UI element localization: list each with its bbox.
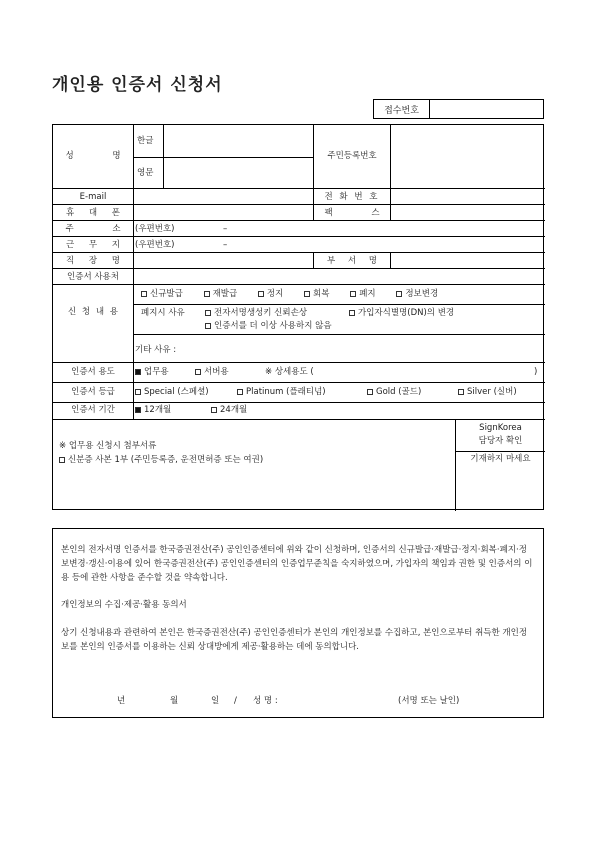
- divider: [53, 402, 545, 403]
- divider: [53, 188, 545, 189]
- workplace-postal-dash: –: [223, 240, 228, 250]
- revoke-reason-key-compromise[interactable]: 전자서명생성키 신뢰손상: [205, 308, 307, 319]
- mobile-label: 휴 대 폰: [65, 208, 121, 218]
- grade-platinum[interactable]: Platinum (플래티넘): [237, 387, 326, 398]
- checkbox[interactable]: [205, 323, 211, 329]
- option-info-change[interactable]: 정보변경: [396, 289, 438, 299]
- divider: [455, 451, 545, 452]
- name-label: 성 명: [65, 151, 121, 161]
- divider: [53, 204, 545, 205]
- signature-label: 성 명 :: [253, 696, 278, 706]
- attachment-note-item: 신분증 사본 1부 (주민등록증, 운전면허증 또는 여권): [59, 455, 263, 466]
- divider: [53, 236, 545, 237]
- address-label: 주 소: [65, 224, 121, 234]
- certificate-usage-label: 인증서 용도: [71, 367, 115, 377]
- email-label: E-mail: [79, 192, 107, 202]
- signkorea-label: SignKorea: [479, 423, 522, 433]
- checkbox[interactable]: [258, 291, 264, 297]
- divider: [390, 252, 391, 268]
- date-day-label: 일: [211, 696, 220, 706]
- grade-special[interactable]: Special (스페셜): [135, 387, 209, 398]
- agreement-paragraph: 본인의 전자서명 인증서를 한국증권전산(주) 공인인증센터에 위와 같이 신청하며, 인증서의 신규발급·재발급·정지·회복·폐지·정보변경·갱신·이용에 있어 한국증권전산(주) 공인인증센터의 인증업무준칙을 숙지하였으며, 가입자의 책임과 권한 및 인증서의 이용 등에 관한 사항을 준수할 것을 약속합니다.: [61, 545, 533, 583]
- page-title: 개인용 인증서 신청서: [52, 75, 223, 95]
- checkbox[interactable]: [349, 310, 355, 316]
- grade-gold[interactable]: Gold (골드): [367, 387, 421, 398]
- telephone-label: 전 화 번 호: [324, 192, 380, 202]
- option-new-issue[interactable]: 신규발급: [141, 289, 183, 299]
- divider: [133, 157, 313, 158]
- checkbox[interactable]: [211, 407, 217, 413]
- option-restore[interactable]: 회복: [304, 289, 329, 299]
- receipt-number-field[interactable]: [430, 100, 543, 118]
- application-form: [52, 124, 544, 510]
- application-content-label: 신 청 내 용: [68, 307, 118, 317]
- period-24-months[interactable]: 24개월: [211, 405, 247, 416]
- divider: [53, 284, 545, 285]
- privacy-consent-heading: 개인정보의 수집·제공·활용 동의서: [61, 600, 187, 610]
- department-label: 부 서 명: [326, 256, 378, 266]
- checkbox[interactable]: [350, 291, 356, 297]
- usage-detail-close: ): [534, 367, 538, 377]
- name-english-label: 영문: [137, 168, 154, 178]
- staff-only-note: 기재하지 마세요: [470, 454, 531, 464]
- divider: [313, 125, 314, 220]
- checkbox[interactable]: [458, 389, 464, 395]
- revoke-reason-no-longer-used[interactable]: 인증서를 더 이상 사용하지 않음: [205, 321, 332, 332]
- divider: [390, 125, 391, 220]
- date-month-label: 월: [170, 696, 179, 706]
- checkbox[interactable]: [141, 291, 147, 297]
- checkbox[interactable]: [237, 389, 243, 395]
- checkbox[interactable]: [205, 310, 211, 316]
- address-postal-hint: (우편번호): [135, 224, 175, 234]
- checkbox[interactable]: [135, 389, 141, 395]
- checkbox[interactable]: [304, 291, 310, 297]
- divider: [133, 125, 134, 419]
- divider: [53, 252, 545, 253]
- consent-section: [52, 528, 544, 718]
- checkbox-checked[interactable]: [135, 369, 141, 375]
- grade-silver[interactable]: Silver (실버): [458, 387, 517, 398]
- checkbox[interactable]: [367, 389, 373, 395]
- divider: [53, 268, 545, 269]
- checkbox[interactable]: [204, 291, 210, 297]
- workplace-label: 근 무 지: [65, 240, 121, 250]
- divider: [163, 125, 164, 188]
- other-reason-label: 기타 사유 :: [135, 345, 177, 355]
- signature-note: (서명 또는 날인): [398, 696, 460, 706]
- attachment-note-title: ※ 업무용 신청시 첨부서류: [59, 441, 157, 451]
- checkbox-checked[interactable]: [135, 407, 141, 413]
- divider: [133, 334, 545, 335]
- application-options: [141, 289, 456, 300]
- receipt-number-box: [373, 99, 544, 119]
- divider: [133, 304, 545, 305]
- certificate-period-label: 인증서 기간: [71, 405, 115, 415]
- option-suspend[interactable]: 정지: [258, 289, 283, 299]
- checkbox[interactable]: [396, 291, 402, 297]
- receipt-number-label: 접수번호: [374, 100, 430, 118]
- revoke-reason-label: 폐지시 사유: [141, 308, 185, 318]
- divider: [53, 220, 545, 221]
- divider: [53, 419, 545, 420]
- checkbox[interactable]: [195, 369, 201, 375]
- staff-confirm-label: 담당자 확인: [478, 436, 523, 446]
- checkbox[interactable]: [59, 457, 65, 463]
- revoke-reason-dn-change[interactable]: 가입자식별명(DN)의 변경: [349, 308, 454, 319]
- company-label: 직 장 명: [65, 256, 121, 266]
- fax-label: 팩 스: [324, 208, 380, 218]
- workplace-postal-hint: (우편번호): [135, 240, 175, 250]
- name-korean-label: 한글: [137, 136, 154, 146]
- usage-detail-label: ※ 상세용도 (: [265, 367, 314, 377]
- privacy-consent-paragraph: 상기 신청내용과 관련하여 본인은 한국증권전산(주) 공인인증센터가 본인의 개인정보를 수집하고, 본인으로부터 취득한 개인정보를 본인의 인증서를 이용하는 신뢰 상대방에게 제공·활용하는 데에 동의합니다.: [61, 628, 528, 652]
- certificate-user-label: 인증서 사용처: [67, 272, 119, 282]
- period-12-months[interactable]: 12개월: [135, 405, 171, 416]
- divider: [53, 362, 545, 363]
- resident-number-label: 주민등록번호: [327, 151, 377, 161]
- address-postal-dash: –: [223, 224, 228, 234]
- usage-business[interactable]: 업무용: [135, 367, 169, 378]
- usage-server[interactable]: 서버용: [195, 367, 229, 378]
- divider: [53, 382, 545, 383]
- date-year-label: 년: [117, 696, 126, 706]
- option-reissue[interactable]: 재발급: [204, 289, 238, 299]
- date-slash: /: [234, 696, 237, 706]
- option-revoke[interactable]: 폐지: [350, 289, 375, 299]
- certificate-grade-label: 인증서 등급: [71, 387, 115, 397]
